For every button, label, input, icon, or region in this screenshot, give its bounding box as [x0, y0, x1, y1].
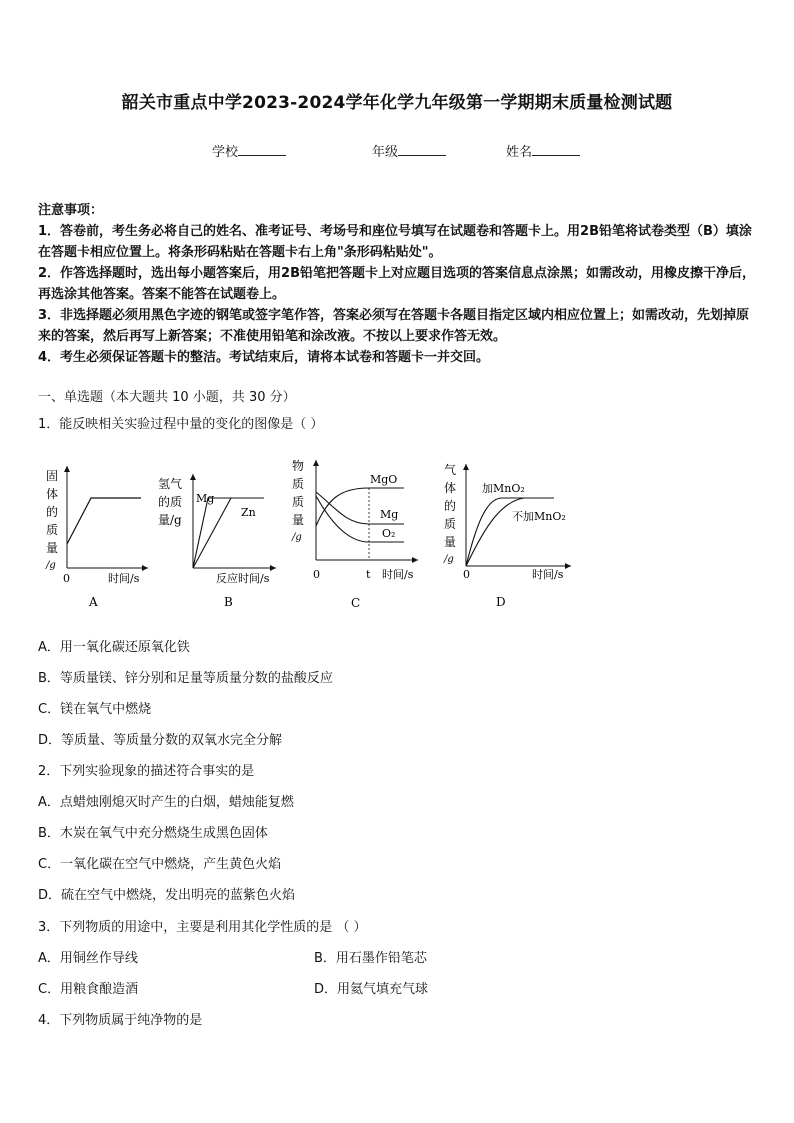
graph-d-letter: D [496, 595, 506, 609]
graph-d-without-mno2-label: 不加MnO₂ [512, 510, 566, 523]
q1-option-d: D．等质量、等质量分数的双氧水完全分解 [38, 733, 283, 748]
question-1-stem: 1．能反映相关实验过程中量的变化的图像是（ ） [38, 417, 324, 432]
graph-c-ylabel-2: 质 [292, 477, 305, 491]
graph-a-ylabel-4: 质 [46, 523, 59, 537]
graph-b-mg-label: Mg [196, 492, 215, 505]
grade-blank [398, 143, 446, 156]
graph-a-xlabel: 时间/s [108, 572, 140, 585]
graph-c-ylabel-1: 物 [292, 459, 305, 473]
graph-d [443, 462, 571, 609]
school-label: 学校 [212, 145, 239, 160]
graph-a-ylabel-unit: /g [46, 560, 56, 571]
graph-a [45, 466, 148, 609]
q2-option-a: A．点蜡烛刚熄灭时产生的白烟，蜡烛能复燃 [38, 795, 294, 810]
graph-b-ylabel-3: 量/g [158, 513, 182, 527]
graph-a-ylabel-1: 固 [46, 469, 59, 483]
graph-c-mg-label: Mg [380, 508, 399, 521]
q2-option-c: C．一氧化碳在空气中燃烧，产生黄色火焰 [38, 857, 282, 872]
q1-option-c: C．镁在氧气中燃烧 [38, 702, 152, 717]
school-blank [238, 143, 286, 156]
graph-c-origin: 0 [313, 568, 320, 581]
graph-d-ylabel-unit: /g [444, 554, 454, 565]
graph-a-origin: 0 [63, 572, 70, 585]
graph-d-ylabel-5: 量 [444, 535, 457, 549]
graph-b [158, 474, 276, 609]
graph-a-ylabel-2: 体 [46, 487, 59, 501]
graph-c-ylabel-3: 质 [292, 495, 305, 509]
school-field [212, 141, 286, 160]
q3-option-a: A．用铜丝作导线 [38, 951, 138, 966]
grade-field [372, 141, 446, 160]
graph-d-xlabel: 时间/s [532, 568, 564, 581]
q1-option-b: B．等质量镁、锌分别和足量等质量分数的盐酸反应 [38, 671, 333, 686]
q2-option-b: B．木炭在氧气中充分燃烧生成黑色固体 [38, 826, 268, 841]
graph-a-ylabel-3: 的 [46, 505, 59, 519]
graph-b-ylabel-2: 的质 [158, 495, 183, 509]
graph-c [291, 458, 418, 610]
notes-heading: 注意事项： [38, 203, 104, 218]
graph-a-ylabel-5: 量 [46, 541, 59, 555]
question-4-stem: 4．下列物质属于纯净物的是 [38, 1013, 203, 1028]
graph-c-ylabel-4: 量 [292, 513, 305, 527]
graph-d-origin: 0 [463, 568, 470, 581]
note-item-3: 3．非选择题必须用黑色字迹的钢笔或签字笔作答，答案必须写在答题卡各题目指定区域内相应位置上；如需改动，先划掉原来的答案，然后再写上新答案；不准使用铅笔和涂改液。不按以上要求作答无效。 [38, 308, 750, 344]
graph-c-xlabel: 时间/s [382, 568, 414, 581]
exam-title: 韶关市重点中学2023-2024学年化学九年级第一学期期末质量检测试题 [121, 93, 673, 113]
graph-d-ylabel-1: 气 [444, 463, 457, 477]
q1-graphs-figure [36, 456, 596, 616]
graph-b-letter: B [224, 595, 233, 609]
graph-b-xlabel: 反应时间/s [216, 572, 270, 585]
q3-option-c: C．用粮食酿造酒 [38, 982, 139, 997]
note-item-1: 1．答卷前，考生务必将自己的姓名、准考证号、考场号和座位号填写在试题卷和答题卡上。用2B铅笔将试卷类型（B）填涂在答题卡相应位置上。将条形码粘贴在答题卡右上角"条形码粘贴处"。 [38, 224, 752, 260]
name-blank [532, 143, 580, 156]
note-item-4: 4．考生必须保证答题卡的整洁。考试结束后，请将本试卷和答题卡一并交回。 [38, 350, 490, 365]
graph-b-ylabel-1: 氢气 [158, 477, 183, 491]
q1-option-a: A．用一氧化碳还原氧化铁 [38, 640, 190, 655]
graph-d-ylabel-4: 质 [444, 517, 457, 531]
graph-d-ylabel-3: 的 [444, 499, 457, 513]
graph-d-ylabel-2: 体 [444, 481, 457, 495]
graph-c-letter: C [351, 596, 361, 610]
graph-c-tick-t: t [366, 568, 371, 581]
graph-c-mgo-label: MgO [370, 473, 398, 486]
graph-a-letter: A [89, 595, 98, 609]
graph-b-zn-label: Zn [241, 506, 256, 519]
grade-label: 年级 [372, 145, 399, 160]
name-label: 姓名 [506, 145, 533, 160]
note-item-2: 2．作答选择题时，选出每小题答案后，用2B铅笔把答题卡上对应题目选项的答案信息点涂黑；如需改动，用橡皮擦干净后，再选涂其他答案。答案不能答在试题卷上。 [38, 266, 756, 302]
section-heading: 一、单选题（本大题共 10 小题，共 30 分） [38, 390, 296, 405]
graph-c-ylabel-unit: /g [292, 532, 302, 543]
graph-c-o2-label: O₂ [382, 527, 396, 540]
name-field [506, 141, 580, 160]
graph-d-with-mno2-label: 加MnO₂ [482, 482, 525, 495]
q3-option-d: D．用氦气填充气球 [314, 982, 429, 997]
q2-option-d: D．硫在空气中燃烧，发出明亮的蓝紫色火焰 [38, 888, 296, 903]
q3-option-b: B．用石墨作铅笔芯 [314, 951, 427, 966]
question-2-stem: 2．下列实验现象的描述符合事实的是 [38, 764, 255, 779]
question-3-stem: 3．下列物质的用途中，主要是利用其化学性质的是 （ ） [38, 920, 367, 935]
